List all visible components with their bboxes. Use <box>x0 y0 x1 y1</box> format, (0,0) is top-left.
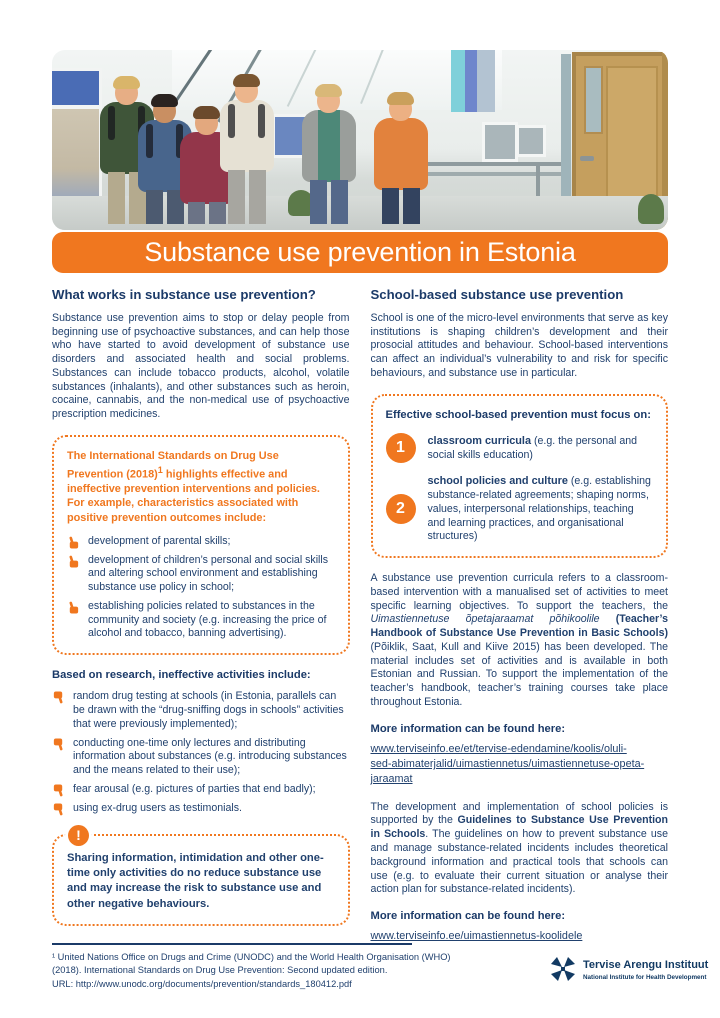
left-heading: What works in substance use prevention? <box>52 287 316 302</box>
handbook-title: (Teacher’s Handbook of Substance Use Prevention in Basic Schools) <box>370 613 668 640</box>
list-item: establishing policies related to substances in the community and society (e.g. increasing the price of alcohol and tobacco, banning advertising). <box>67 600 335 641</box>
list-item: using ex-drug users as testimonials. <box>52 802 350 816</box>
footnote-marker: 1 <box>157 464 163 475</box>
number-1-badge: 1 <box>386 433 416 463</box>
tai-logo <box>550 956 708 982</box>
estonian-title: Uimastiennetuse õpetajaraamat põhikoolile <box>370 613 600 626</box>
left-column <box>52 287 350 957</box>
policies-paragraph: The development and implementation of school policies is supported by the Guidelines to Substance Use Prevention in Schools. The guidelines on how to prevent substance use and manage substance-related incidents includes theoretical background information and practical tools that schools can use (e.g. to evaluate their current situation or analyse their action plan for substance-related incidents). <box>370 800 668 896</box>
title-banner <box>52 232 668 273</box>
list-item: random drug testing at schools (in Estonia, parallels can be drawn with the “drug-sniffing dogs in schools” activities that were previously implemented); <box>52 690 350 731</box>
thumbs-up-icon <box>67 601 80 614</box>
more-info-heading: More information can be found here: <box>370 910 566 923</box>
focus-box <box>371 394 669 558</box>
exclamation-icon: ! <box>68 825 89 846</box>
positive-outcomes-list <box>67 535 335 642</box>
thumbs-up-icon <box>67 555 80 568</box>
person-figure <box>370 90 432 224</box>
content-columns <box>52 287 668 957</box>
handbook-link[interactable]: www.terviseinfo.ee/et/tervise-edendamine/koolis/oluli- sed-abimaterjalid/uimastiennetus/uimastiennetuse-opeta- jaraamat <box>370 742 645 786</box>
right-intro-paragraph: School is one of the micro-level environments that serve as key institutions is shaping children’s development and their prosocial attitudes and behaviour. School-based interventions can affect an individual’s vulnerability to and risk for specific behaviours, and substance use in particular. <box>370 311 668 379</box>
logo-name: Tervise Arengu Instituut <box>583 959 709 971</box>
photo-plant <box>638 194 664 224</box>
photo-wall-poster <box>52 68 102 108</box>
photo-picture-frame <box>516 125 546 157</box>
list-item: fear arousal (e.g. pictures of parties that end badly); <box>52 783 350 797</box>
more-info-heading: More information can be found here: <box>370 722 566 735</box>
photo-picture-frame <box>482 122 518 162</box>
ineffective-heading: Based on research, ineffective activities include: <box>52 669 311 682</box>
right-heading: School-based substance use prevention <box>370 287 624 302</box>
focus-item-1: 1 classroom curricula (e.g. the personal and social skills education) <box>386 433 654 463</box>
photo-door-handle <box>580 156 594 161</box>
curricula-paragraph: A substance use prevention curricula refers to a classroom-based intervention with a manualised set of activities to meet specific learning objectives. To support the teachers, the Uimastiennetuse õpetajaraamat põhikoolile (Teacher’s Handbook of Substance Use Prevention in Basic Schools) (Põiklik, Saat, Kull and Kiive 2015) has been developed. The material includes set of activities and is available in both Estonian and Russian. To support the implementation of the teacher’s handbook, teacher’s training courses take place throughout Estonia. <box>370 572 668 708</box>
thumbs-up-icon <box>67 536 80 549</box>
page-title: Substance use prevention in Estonia <box>144 237 576 267</box>
standards-box-text: The International Standards on Drug Use Prevention $(2018)^1$ highlights effective and ineffective prevention interventions and policies. For example, characteristics associated with positive prevention outcomes include: <box>67 449 320 525</box>
photo-railing <box>426 162 566 166</box>
list-item: development of parental skills; <box>67 535 335 549</box>
footnote: ¹ United Nations Office on Drugs and Crime (UNODC) and the World Health Organisation (WHO) (2018). International Standards on Drug Use Prevention: Second updated edition. URL: http://www.unodc.org/documents/prevention/standards_180412.pdf <box>52 952 451 989</box>
list-item: conducting one-time only lectures and distributing information about substances (e.g. introducing substances and the means related to their use); <box>52 737 350 778</box>
focus-box-heading: Effective school-based prevention must focus on: <box>385 408 651 421</box>
focus-item-2: 2 school policies and culture (e.g. establishing substance-related agreements; shaping norms, values, interpersonal relationships, teaching and learning practices, and organisational structures) <box>386 474 654 544</box>
ineffective-list <box>52 690 350 816</box>
list-item: development of children’s personal and social skills and altering school environment and establishing substance use policy in school; <box>67 554 335 595</box>
left-intro-paragraph: Substance use prevention aims to stop or delay people from beginning use of psychoactive substances, and can help those who have started to avoid development of substance use disorders and associated health and social problems. Substances can include tobacco products, alcohol, volatile substances (inhalants), and other substances such as heroin, cocaine, cannabis, and the non-medical use of psychoactive prescription medicines. <box>52 311 350 421</box>
photo-wall-stripes <box>451 50 495 112</box>
thumbs-down-icon <box>52 738 65 751</box>
number-2-badge: 2 <box>386 494 416 524</box>
hero-photo <box>52 50 668 230</box>
guidelines-link[interactable]: www.terviseinfo.ee/uimastiennetus-koolidele <box>370 930 583 943</box>
tai-logo-mark <box>550 956 576 982</box>
thumbs-down-icon <box>52 784 65 797</box>
logo-tagline: National Institute for Health Development <box>583 973 707 981</box>
person-figure <box>298 82 360 224</box>
person-figure <box>216 72 278 224</box>
guidelines-title: Guidelines to Substance Use Prevention in Schools <box>370 814 668 841</box>
warning-box <box>52 826 350 926</box>
thumbs-down-icon <box>52 691 65 704</box>
thumbs-down-icon <box>52 803 65 816</box>
right-column <box>371 287 669 957</box>
warning-text: Sharing information, intimidation and other one-time only activities do no reduce substance use and may increase the risk to substance use and other negative behaviours. <box>67 851 324 910</box>
footnote-divider <box>52 943 412 945</box>
standards-box <box>52 435 350 655</box>
